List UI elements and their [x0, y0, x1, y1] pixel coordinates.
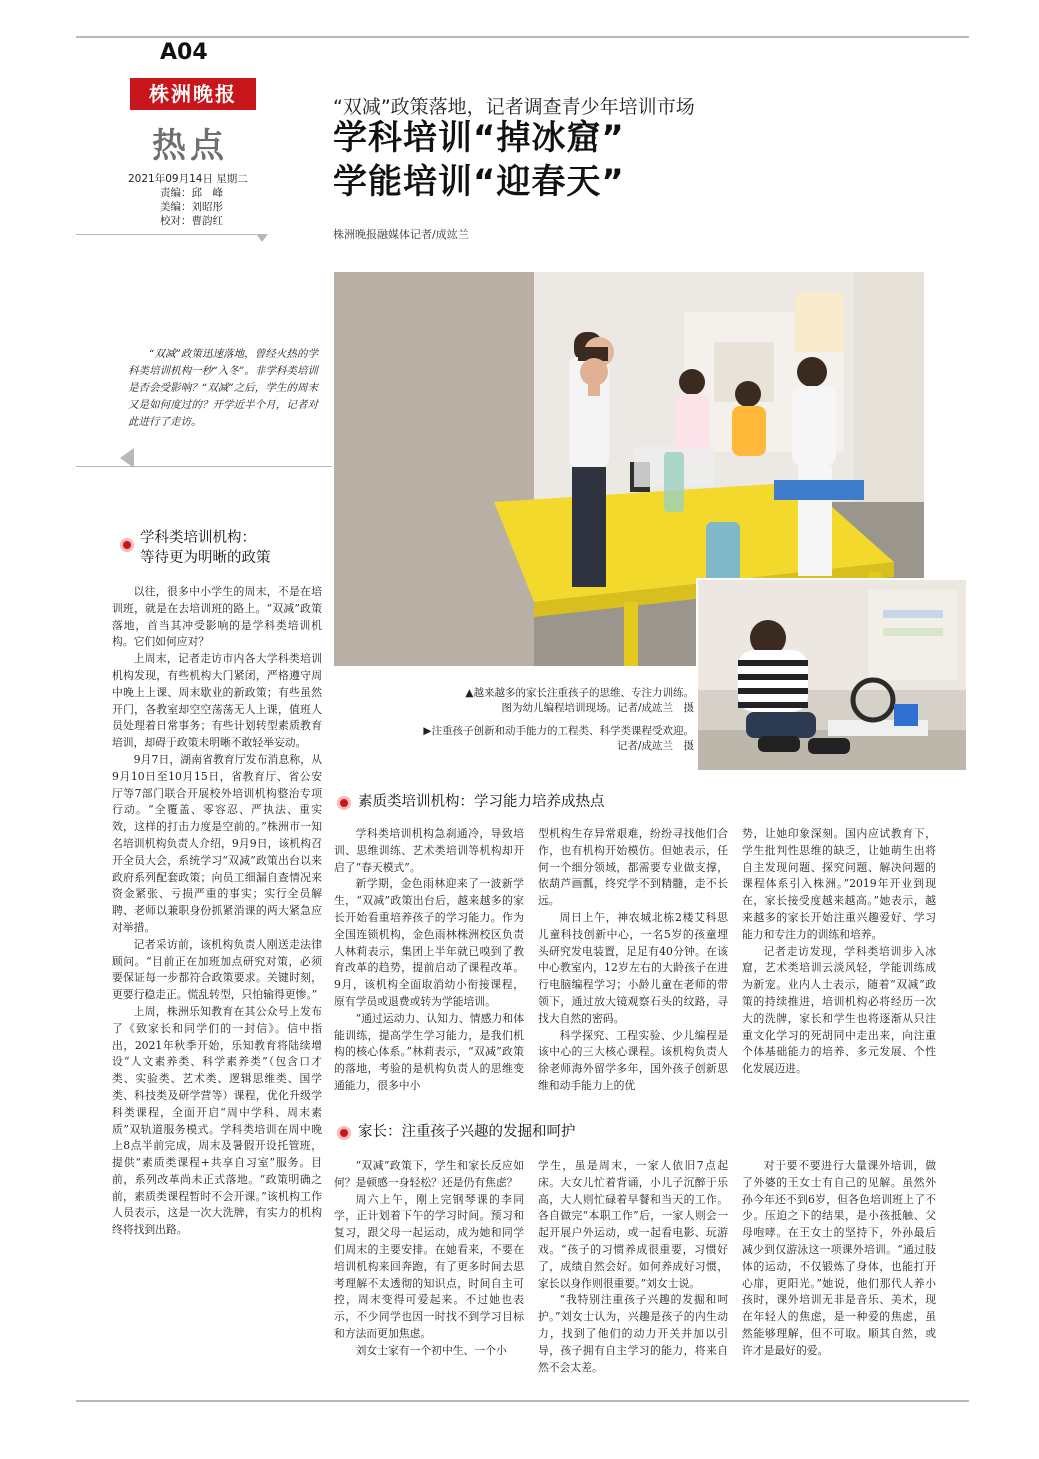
section1-title-line-2: 等待更为明晰的政策: [140, 550, 271, 566]
editor-credit: 责编：邱 峰: [160, 187, 223, 199]
section2-col2-para-2: 周日上午，神农城北栋2楼艾科思儿童科技创新中心，一名5岁的孩童埋头研究发电装置，足足有40分钟。在该中心教室内，12岁左右的大龄孩子在进行电脑编程学习；小龄儿童在老师的带领下，通过放大镜观察石头的纹路，寻找大自然的密码。: [538, 910, 728, 1025]
section2-col1-para-1: 学科类培训机构急刹通冷，导致培训、思维训练、艺术类培训等机构却开启了“春天模式”。: [334, 827, 524, 874]
photo-engineering-kid-illustration: [698, 580, 968, 772]
page-number: A04: [160, 40, 208, 65]
section2-col2-para-1: 型机构生存异常艰难，纷纷寻找他们合作，也有机构开始模仿。但她表示，任何一个细分领域，都需要专业做支撑，依葫芦画瓢，终究学不到精髓，走不长远。: [538, 827, 728, 908]
photo-caption-1-line-1: ▲越来越多的家长注重孩子的思维、专注力训练。: [465, 687, 694, 699]
section1-para-2: 上周末，记者走访市内各大学科类培训机构发现，有些机构大门紧闭，严格遵守周中晚上上课、周末歇业的新政策；有些虽然开门，各教室却空空荡荡无人上课，值班人员处理着日常事务；有些计划转型素质教育培训，却碍于政策未明晰不敢轻举妄动。: [112, 652, 322, 750]
art-editor-credit: 美编：刘昭彤: [160, 201, 223, 213]
lead-box-bottom: [76, 466, 332, 467]
lead-paragraph: “双减”政策迅速落地，曾经火热的学科类培训机构一秒“入冬”。非学科类培训是否会受影响？“双减”之后，学生的周末又是如何度过的？开学近半个月，记者对此进行了走访。: [128, 348, 318, 428]
photo-engineering-kid: [696, 578, 968, 772]
section1-title: [140, 528, 320, 568]
section-title: 热点: [152, 126, 228, 166]
section1-title-line-1: 学科类培训机构：: [140, 530, 256, 546]
section3-column-3: [742, 1158, 936, 1360]
masthead-notch: [256, 234, 268, 242]
section1-para-3: 9月7日，湖南省教育厅发布消息称，从9月10日至10月15日，省教育厅、省公安厅等7部门联合开展校外培训机构整治专项行动。“全覆盖、零容忍、严执法、重实效，这样的打击力度是空前的。”株洲市一知名培训机构负责人介绍，9月9日，该机构召开全员大会，系统学习“双减”政策出台以来政府系列配套政策；向员工细漏自查情况来资金紧张、亏损严重的事实；实行全员解聘、老师以兼职身份抓紧消课的两大紧急应对举措。: [112, 752, 322, 934]
photo-caption-1: [424, 686, 694, 716]
section3-col2-para-1: 学生，虽是周末，一家人依旧7点起床。大女儿忙着背诵，小儿子沉醉于乐高，大人则忙碌着早餐和当天的工作。各自做完“本职工作”后，一家人则会一起开展户外运动，或一起看电影、玩游戏。“孩子的习惯养成很重要，习惯好了，成绩自然会好。如何养成好习惯，家长以身作则很重要。”刘女士说。: [538, 1159, 728, 1290]
section3-col1-para-1: “双减”政策下，学生和家长反应如何？是顿感一身轻松？还是仍有焦虑？: [334, 1159, 524, 1189]
article-kicker: “双减”政策落地，记者调查青少年培训市场: [333, 96, 695, 118]
masthead-underline: [76, 234, 256, 235]
section3-bullet-icon: [337, 1126, 351, 1140]
section1-para-4: 记者采访前，该机构负责人刚送走法律顾问。“目前正在加班加点研究对策，必须要保证每一步都符合政策要求。关键时刻，更要行稳走正。慌乱转型，只怕输得更惨。”: [112, 937, 322, 1002]
bottom-rule: [76, 1400, 969, 1402]
section2-bullet-icon: [337, 796, 351, 810]
section2-col1-para-3: “通过运动力、认知力、情感力和体能训练，提高学生学习能力，是我们机构的核心体系。”林莉表示，“双减”政策的落地，考验的是机构负责人的思维变通能力，很多中小: [334, 1011, 524, 1092]
section3-col3-para-1: 对于要不要进行大量课外培训，做了外婆的王女士有自己的见解。虽然外孙今年还不到6岁，但各色培训班上了不少。压迫之下的结果，是小孩抵触、父母咆哮。在王女士的坚持下，外孙最后减少到仅游泳这一项课外培训。“通过肢体的运动，不仅锻炼了身体，也能打开心扉，更阳光。”她说，他们那代人养小孩时，课外培训无非是音乐、美术，现在年轻人的焦虑，是一种爱的焦虑，虽然能够理解，但不可取。顺其自然，或许才是最好的爱。: [742, 1159, 936, 1357]
section3-col1-para-2: 周六上午，刚上完钢琴课的李同学，正计划着下午的学习时间。预习和复习，跟父母一起运动，成为她和同学们周末的主要安排。在她看来，不要在培训机构来回奔跑，有了更多时间去思考理解不太透彻的知识点，时间自主可控，周末变得可爱起来。不过她也表示，不少同学也因一时找不到学习目标和方法而更加焦虑。: [334, 1192, 524, 1340]
section2-col2-para-3: 科学探究、工程实验、少儿编程是该中心的三大核心课程。该机构负责人徐老师海外留学多年，国外孩子创新思维和动手能力上的优: [538, 1028, 728, 1092]
section1-column: [112, 584, 322, 1239]
photo-caption-2: [384, 724, 694, 754]
section3-column-1: [334, 1158, 524, 1360]
section2-col3-para-2: 记者走访发现，学科类培训步入冰窟，艺术类培训云淡风轻，学能训练成为新宠。业内人士表示，随着“双减”政策的持续推进，培训机构必将经历一次大的洗牌，家长和学生也将逐渐从只注重文化学习的死胡同中走出来，向注重个体基础能力的培养、多元发展、个性化发展迈进。: [742, 944, 936, 1076]
byline: 株洲晚报融媒体记者/成竑兰: [333, 228, 469, 241]
lead-box-notch: [120, 448, 134, 468]
section2-column-1: [334, 826, 524, 1095]
section1-para-1: 以往，很多中小学生的周末，不是在培训班，就是在去培训班的路上。“双减”政策落地，首当其冲受影响的是学科类培训机构。它们如何应对？: [112, 585, 322, 649]
photo-caption-2-line-1: ▶注重孩子创新和动手能力的工程类、科学类课程受欢迎。: [423, 725, 694, 737]
section1-bullet-icon: [120, 538, 134, 552]
issue-date: 2021年09月14日 星期二: [128, 173, 248, 185]
section2-col1-para-2: 新学期，金色雨林迎来了一波新学生，“双减”政策出台后，越来越多的家长开始看重培养孩子的学习能力。作为全国连锁机构，金色雨林株洲校区负责人林莉表示，集团上半年就已嗅到了教育改革的趋势，提前启动了课程改革。9月，该机构全面取消幼小衔接课程，原有学员或退费或转为学能培训。: [334, 877, 524, 1008]
section2-title: 素质类培训机构：学习能力培养成热点: [358, 794, 605, 810]
section3-column-2: [538, 1158, 728, 1376]
photo-caption-2-line-2: 记者/成竑兰 摄: [616, 740, 694, 752]
proofreader-credit: 校对：曹韵红: [160, 215, 223, 227]
section3-col2-para-2: “我特别注重孩子兴趣的发掘和呵护。”刘女士认为，兴趣是孩子的内生动力，找到了他们的动力开关并加以引导，孩子拥有自主学习的能力，将来自然不会太差。: [538, 1293, 728, 1374]
masthead-meta: [128, 172, 268, 228]
top-rule: [76, 36, 969, 38]
section3-title: 家长：注重孩子兴趣的发掘和呵护: [358, 1124, 576, 1140]
section2-column-2: [538, 826, 728, 1095]
section1-para-5: 上周，株洲乐知教育在其公众号上发布了《致家长和同学们的一封信》。信中指出，2021年秋季开始，乐知教育将陆续增设“人文素养类、科学素养类”（包含口才类、实验类、艺术类、逻辑思维类、国学类、科技类及研学营等）课程，优化升级学科类课程，全面开启“周中学科、周末素质”双轨道服务模式。学科类培训在周中晚上8点半前完成，周末及暑假开设托管班，提供“素质类课程+共享自习室”服务。目前，系列改革尚未正式落地。“政策明确之前，素质类课程暂时不会开课。”该机构工作人员表示，这是一次大洗牌，有实力的机构终将找到出路。: [112, 1004, 322, 1237]
headline-line-1: 学科培训“掉冰窟”: [333, 118, 625, 158]
section2-col3-para-1: 势，让她印象深刻。国内应试教育下，学生批判性思维的缺乏，让她萌生出将自主发现问题、探究问题、解决问题的课程体系引入株洲。”2019年开业到现在，家长接受度越来越高。”她表示，越来越多的家长开始注重兴趣爱好、学习能力和专注力的训练和培养。: [742, 827, 936, 941]
section2-column-3: [742, 826, 936, 1078]
photo-caption-1-line-2: 图为幼儿编程培训现场。记者/成竑兰 摄: [501, 702, 694, 714]
section3-col1-para-3: 刘女士家有一个初中生、一个小: [355, 1343, 507, 1357]
newspaper-logo: 株洲晚报: [130, 78, 256, 110]
headline-line-2: 学能培训“迎春天”: [333, 162, 625, 202]
